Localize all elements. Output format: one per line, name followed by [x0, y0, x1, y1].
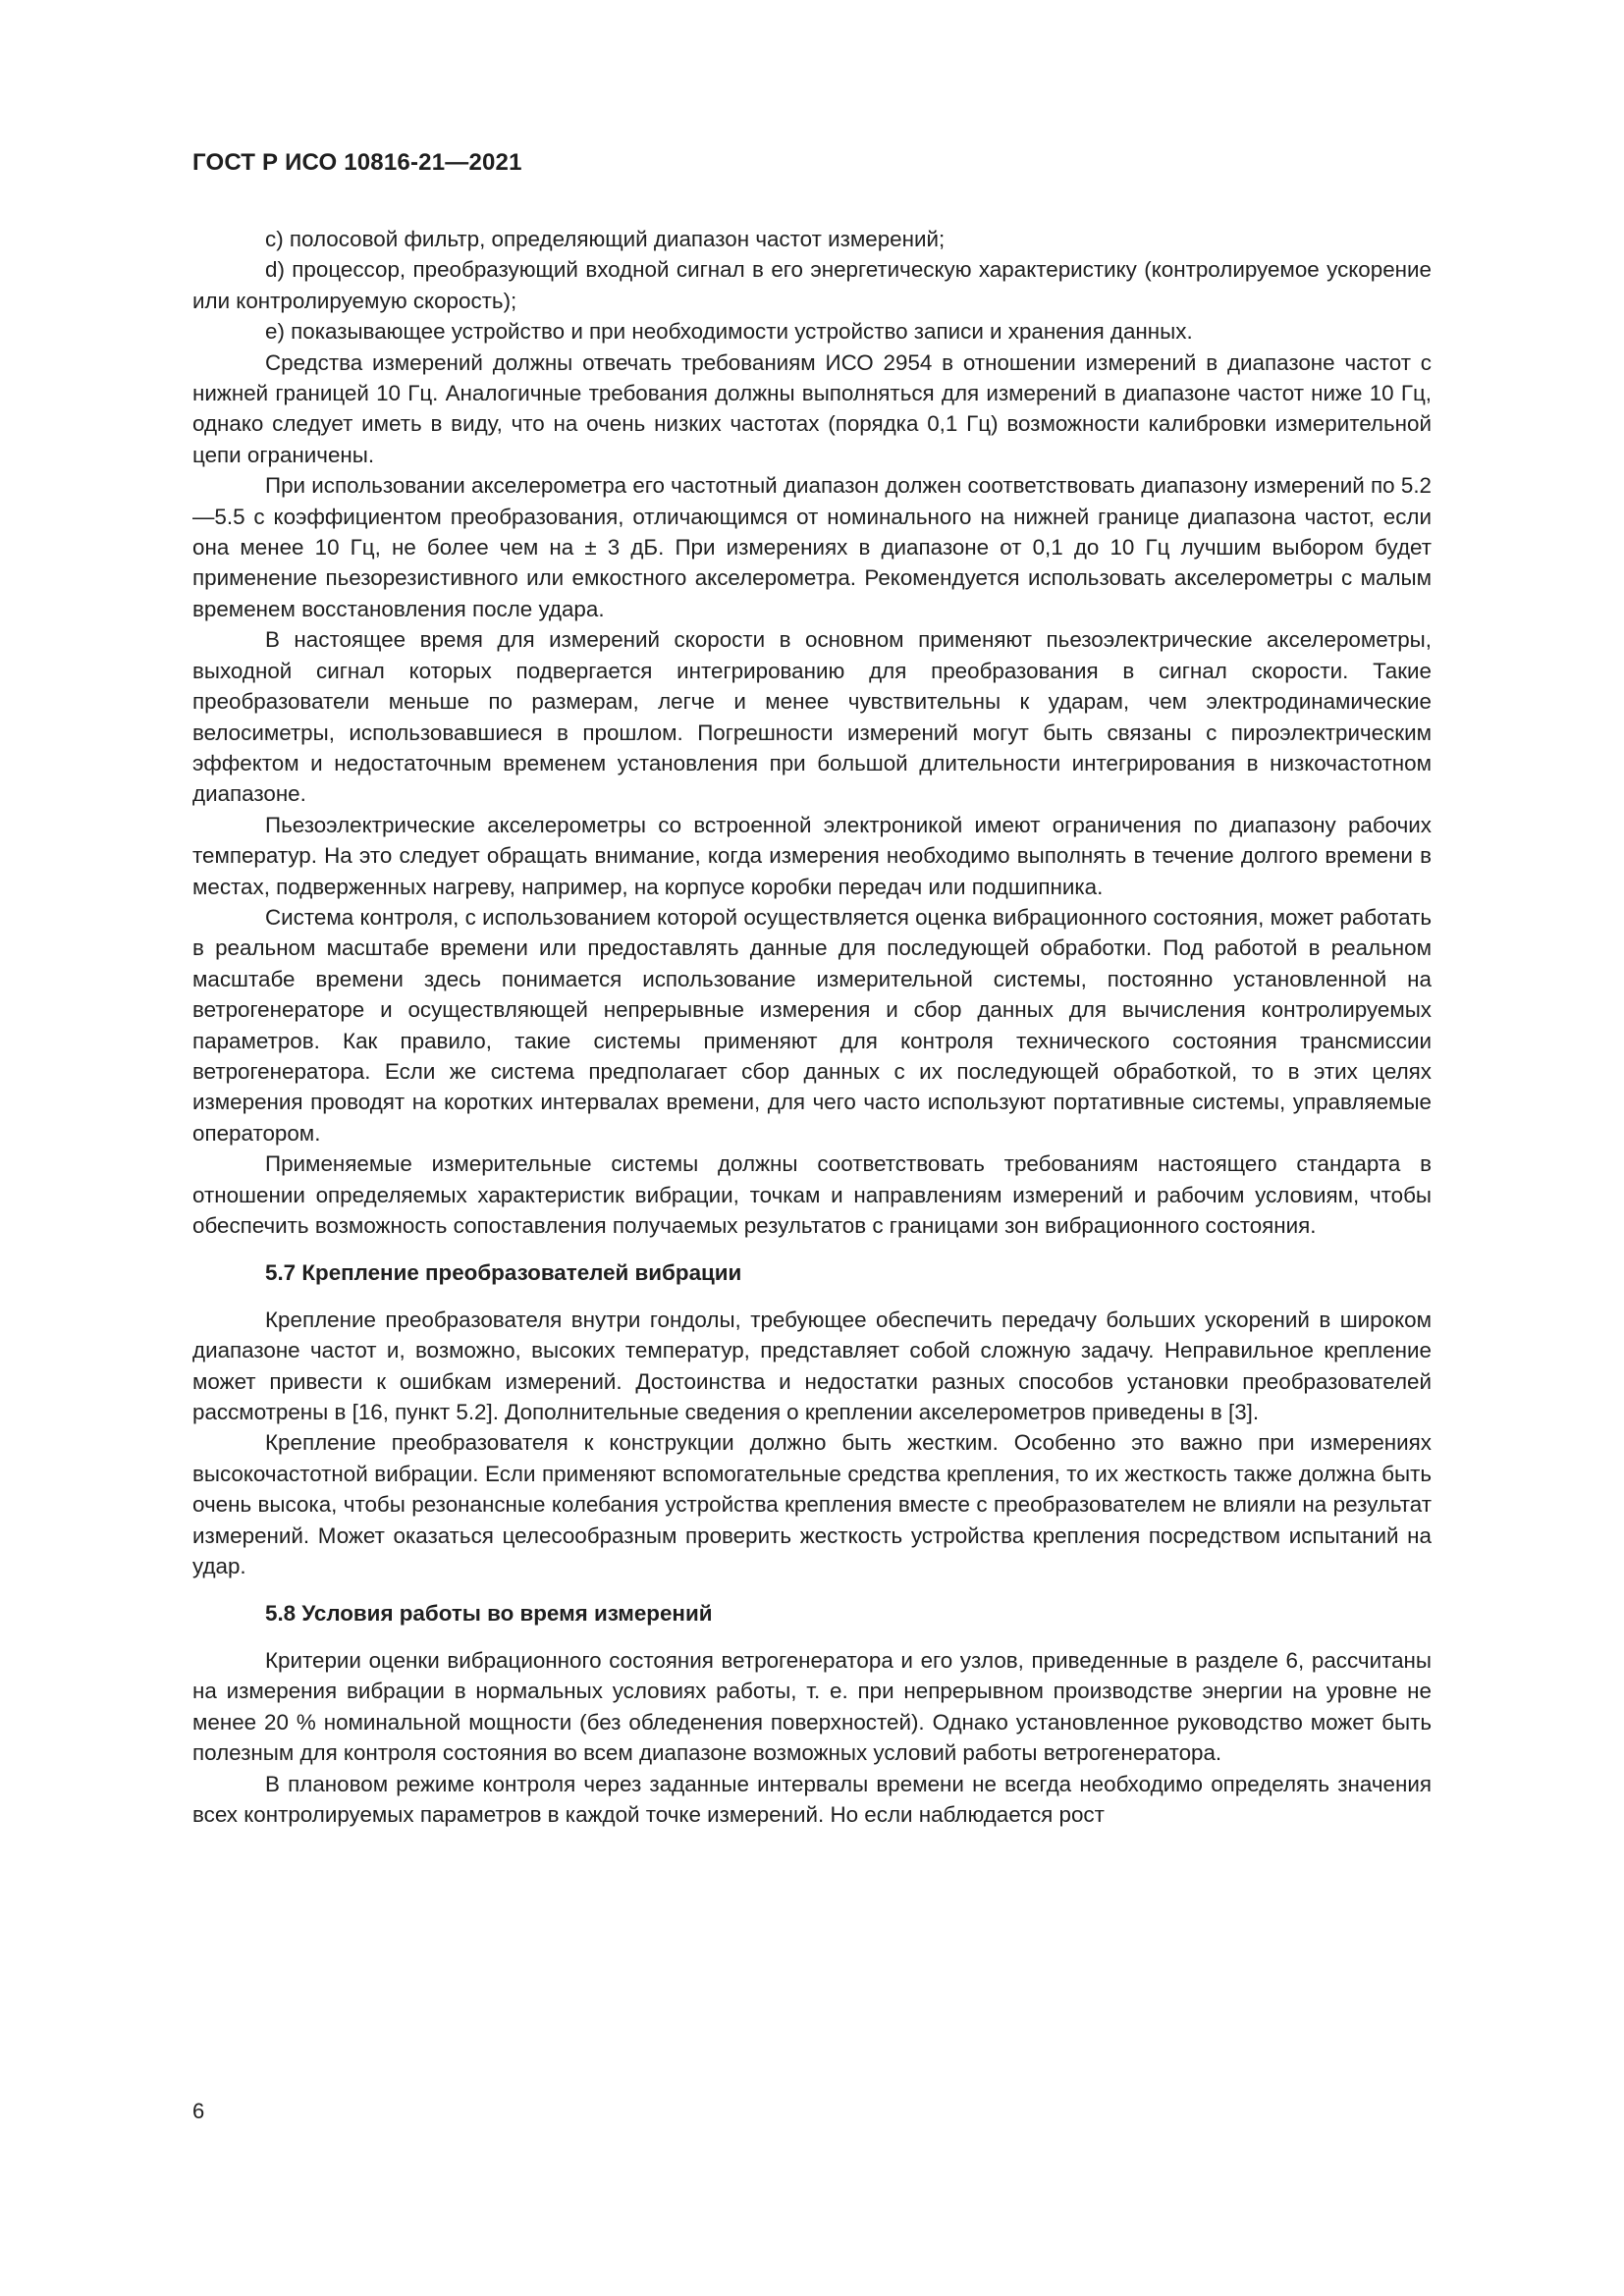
list-item-d: d) процессор, преобразующий входной сигнал в его энергетическую характеристику (контролируемое ускорение или контролируемую скорость);: [192, 257, 1432, 313]
paragraph-piezo-accelerometers: В настоящее время для измерений скорости в основном применяют пьезоэлектрические акселерометры, выходной сигнал которых подвергается интегрированию для преобразования в сигнал скорости. Такие преобразователи меньше по размерам, легче и менее чувствительны к ударам, чем электродинамические велосиметры, использовавшиеся в прошлом. Погрешности измерений могут быть связаны с пироэлектрическим эффектом и недостаточным временем установления при большой длительности интегрирования в низкочастотном диапазоне.: [192, 627, 1432, 807]
paragraph-scheduled-monitoring: В плановом режиме контроля через заданные интервалы времени не всегда необходимо определять значения всех контролируемых параметров в каждой точке измерений. Но если наблюдается рост: [192, 1771, 1432, 1827]
section-heading-5-7: 5.7 Крепление преобразователей вибрации: [265, 1260, 742, 1286]
document-code-header: ГОСТ Р ИСО 10816-21—2021: [192, 149, 522, 176]
list-item-e: e) показывающее устройство и при необходимости устройство записи и хранения данных.: [265, 319, 1193, 345]
paragraph-monitoring-system: Система контроля, с использованием которой осуществляется оценка вибрационного состояния, может работать в реальном масштабе времени или предоставлять данные для последующей обработки. Под работой в реальном масштабе времени здесь понимается использование измерительной системы, постоянно установленной на ветрогенераторе и осуществляющей непрерывные измерения и сбор данных для вычисления контролируемых параметров. Как правило, такие системы применяют для контроля технического состояния трансмиссии ветрогенератора. Если же система предполагает сбор данных с их последующей обработкой, то в этих целях измерения проводят на коротких интервалах времени, для чего часто используют портативные системы, управляемые оператором.: [192, 904, 1432, 1146]
paragraph-evaluation-criteria: Критерии оценки вибрационного состояния ветрогенератора и его узлов, приведенные в разделе 6, рассчитаны на измерения вибрации в нормальных условиях работы, т. е. при непрерывном производстве энергии на уровне не менее 20 % номинальной мощности (без обледенения поверхностей). Однако установленное руководство может быть полезным для контроля состояния во всем диапазоне возможных условий работы ветрогенератора.: [192, 1647, 1432, 1766]
paragraph-mounting-rigidity: Крепление преобразователя к конструкции должно быть жестким. Особенно это важно при измерениях высокочастотной вибрации. Если применяют вспомогательные средства крепления, то их жесткость также должна быть очень высока, чтобы резонансные колебания устройства крепления вместе с преобразователем не влияли на результат измерений. Может оказаться целесообразным проверить жесткость устройства крепления посредством испытаний на удар.: [192, 1430, 1432, 1579]
paragraph-temperature-limits: Пьезоэлектрические акселерометры со встроенной электроникой имеют ограничения по диапазону рабочих температур. На это следует обращать внимание, когда измерения необходимо выполнять в течение долгого времени в местах, подверженных нагреву, например, на корпусе коробки передач или подшипника.: [192, 812, 1432, 899]
paragraph-accelerometer-range: При использовании акселерометра его частотный диапазон должен соответствовать диапазону измерений по 5.2—5.5 с коэффициентом преобразования, отличающимся от номинального на нижней границе диапазона частот, если она менее 10 Гц, не более чем на ± 3 дБ. При измерениях в диапазоне от 0,1 до 10 Гц лучшим выбором будет применение пьезорезистивного или емкостного акселерометра. Рекомендуется использовать акселерометры с малым временем восстановления после удара.: [192, 473, 1432, 621]
list-item-c: c) полосовой фильтр, определяющий диапазон частот измерений;: [265, 227, 946, 251]
section-heading-5-8: 5.8 Условия работы во время измерений: [265, 1601, 713, 1627]
page-number: 6: [192, 2099, 205, 2123]
document-body: [192, 224, 1432, 1830]
paragraph-mounting-nacelle: Крепление преобразователя внутри гондолы, требующее обеспечить передачу больших ускорений в широком диапазоне частот и, возможно, высоких температур, представляет собой сложную задачу. Неправильное крепление может привести к ошибкам измерений. Достоинства и недостатки разных способов установки преобразователей рассмотрены в [16, пункт 5.2]. Дополнительные сведения о креплении акселерометров приведены в [3].: [192, 1307, 1432, 1425]
paragraph-measurement-requirements: Средства измерений должны отвечать требованиям ИСО 2954 в отношении измерений в диапазоне частот с нижней границей 10 Гц. Аналогичные требования должны выполняться для измерений в диапазоне частот ниже 10 Гц, однако следует иметь в виду, что на очень низких частотах (порядка 0,1 Гц) возможности калибровки измерительной цепи ограничены.: [192, 349, 1432, 467]
paragraph-system-requirements: Применяемые измерительные системы должны соответствовать требованиям настоящего стандарта в отношении определяемых характеристик вибрации, точкам и направлениям измерений и рабочим условиям, чтобы обеспечить возможность сопоставления получаемых результатов с границами зон вибрационного состояния.: [192, 1151, 1432, 1238]
